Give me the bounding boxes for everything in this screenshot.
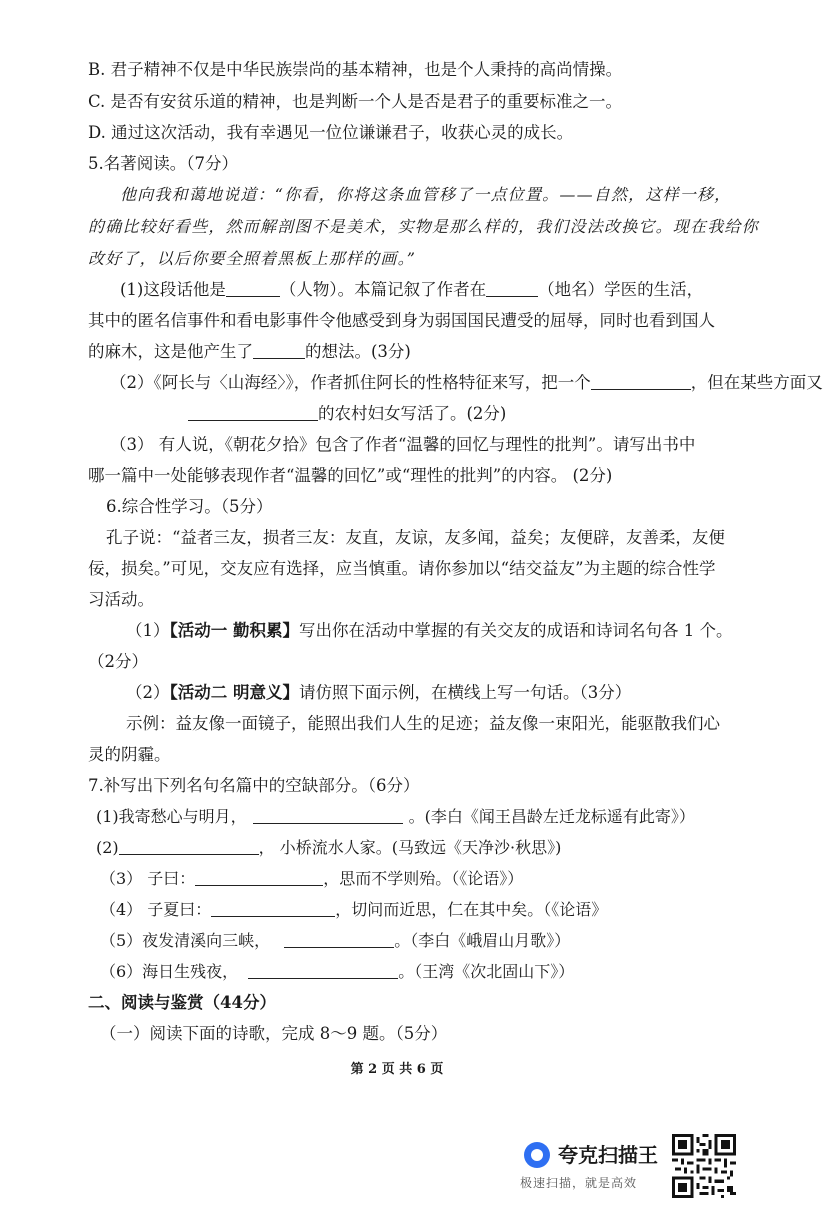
question-5-2-line <box>110 371 823 395</box>
answer-blank[interactable] <box>253 807 403 824</box>
text: 。（王湾《次北固山下》） <box>398 962 575 981</box>
question-7-title: 7.补写出下列名句名篇中的空缺部分。（6分） <box>88 776 420 795</box>
text: ，切问而近思，仁在其中矣。（《论语》 <box>335 900 608 919</box>
question-7-item <box>100 867 523 891</box>
question-7-item <box>96 805 695 829</box>
question-6-example: 示例：益友像一面镜子，能照出我们人生的足迹；益友像一束阳光，能驱散我们心 <box>126 714 720 733</box>
text: ，但在某些方面又 <box>690 373 823 392</box>
text: 的农村妇女写活了。(2分) <box>318 404 507 423</box>
question-5-1-line: 其中的匿名信事件和看电影事件令他感受到身为弱国国民遭受的屈辱，同时也看到国人 <box>88 311 715 330</box>
text: ， 小桥流水人家。(马致远《天净沙·秋思》) <box>258 838 562 857</box>
question-6-text: 孔子说：“益者三友，损者三友：友直，友谅，友多闻，益矣；友便辟，友善柔，友便 <box>106 528 725 547</box>
scanner-watermark <box>520 1140 680 1195</box>
question-5-quote-line: 改好了，以后你要全照着黑板上那样的画。” <box>88 249 417 268</box>
text: (1)这段话他是 <box>120 280 226 299</box>
text: 的麻木，这是他产生了 <box>88 342 253 361</box>
question-7-item <box>96 836 561 860</box>
quark-logo-icon <box>524 1142 550 1168</box>
watermark-tagline: 极速扫描，就是高效 <box>520 1176 638 1190</box>
answer-blank[interactable] <box>226 280 280 297</box>
text: 请仿照下面示例，在横线上写一句话。（3分） <box>299 683 632 702</box>
question-7-item <box>100 898 607 922</box>
question-7-item <box>100 929 570 953</box>
answer-blank[interactable] <box>248 962 398 979</box>
question-6-example: 灵的阴霾。 <box>88 745 171 764</box>
question-4-option-b: B. 君子精神不仅是中华民族崇尚的基本精神，也是个人秉持的高尚情操。 <box>88 60 623 79</box>
watermark-name: 夸克扫描王 <box>558 1143 658 1167</box>
question-5-title: 5.名著阅读。（7分） <box>88 154 238 173</box>
activity-tag: 【活动一 勤积累】 <box>169 621 299 640</box>
question-7-item <box>100 960 574 984</box>
question-5-3-line: 哪一篇中一处能够表现作者“温馨的回忆”或“理性的批判”的内容。 (2分) <box>88 466 613 485</box>
question-6-activity-1-score: （2分） <box>88 652 148 671</box>
question-4-option-c: C. 是否有安贫乐道的精神，也是判断一个人是否是君子的重要标准之一。 <box>88 92 623 111</box>
answer-blank[interactable] <box>253 342 305 359</box>
text: ，思而不学则殆。（《论语》） <box>323 869 524 888</box>
question-5-1-line <box>88 340 411 364</box>
answer-blank[interactable] <box>486 280 538 297</box>
answer-blank[interactable] <box>188 404 318 421</box>
answer-blank[interactable] <box>211 900 335 917</box>
section-2-title: 二、阅读与鉴赏（44分） <box>88 993 276 1012</box>
question-5-3-line: （3） 有人说，《朝花夕拾》包含了作者“温馨的回忆与理性的批判”。请写出书中 <box>110 435 696 454</box>
text: 。(李白《闻王昌龄左迁龙标遥有此寄》） <box>408 807 695 826</box>
text: （人物）。本篇记叙了作者在 <box>279 280 487 299</box>
question-5-1-line <box>120 278 703 302</box>
question-4-option-d: D. 通过这次活动，我有幸遇见一位位谦谦君子，收获心灵的成长。 <box>88 123 574 142</box>
question-6-activity-2 <box>126 681 631 705</box>
answer-blank[interactable] <box>195 869 323 886</box>
section-2-subtitle: （一）阅读下面的诗歌，完成 8～9 题。（5分） <box>100 1024 448 1043</box>
text: 的想法。(3分) <box>305 342 411 361</box>
text: 。（李白《峨眉山月歌》） <box>394 931 571 950</box>
page-number: 第 2 页 共 6 页 <box>350 1062 444 1077</box>
text: （地名）学医的生活， <box>538 280 704 299</box>
text: （1） <box>126 621 170 640</box>
question-6-activity-1 <box>126 619 733 643</box>
question-5-quote-line: 的确比较好看些，然而解剖图不是美术，实物是那么样的，我们没法改换它。现在我给你 <box>88 217 759 236</box>
answer-blank[interactable] <box>591 373 691 390</box>
question-6-text: 习活动。 <box>88 590 154 609</box>
question-6-text: 佞，损矣。”可见，交友应有选择，应当慎重。请你参加以“结交益友”为主题的综合性学 <box>88 559 716 578</box>
answer-blank[interactable] <box>284 931 394 948</box>
text: （3） 子曰： <box>100 869 196 888</box>
text: （5）夜发清溪向三峡， <box>100 931 271 950</box>
question-5-quote-line: 他向我和蔼地说道：“你看，你将这条血管移了一点位置。——自然，这样一移， <box>120 185 732 204</box>
activity-tag: 【活动二 明意义】 <box>169 683 299 702</box>
qr-code-icon <box>672 1134 736 1198</box>
question-5-2-line <box>88 402 506 426</box>
text: 写出你在活动中掌握的有关交友的成语和诗词名句各 1 个。 <box>299 621 733 640</box>
text: （4） 子夏曰： <box>100 900 212 919</box>
text: (1)我寄愁心与明月， <box>96 807 247 826</box>
answer-blank[interactable] <box>119 838 259 855</box>
text: （2） <box>126 683 170 702</box>
question-6-title: 6.综合性学习。（5分） <box>106 497 273 516</box>
text: （2）《阿长与〈山海经〉》，作者抓住阿长的性格特征来写，把一个 <box>110 373 591 392</box>
text: (2) <box>96 838 119 857</box>
text: （6）海日生残夜， <box>100 962 239 981</box>
